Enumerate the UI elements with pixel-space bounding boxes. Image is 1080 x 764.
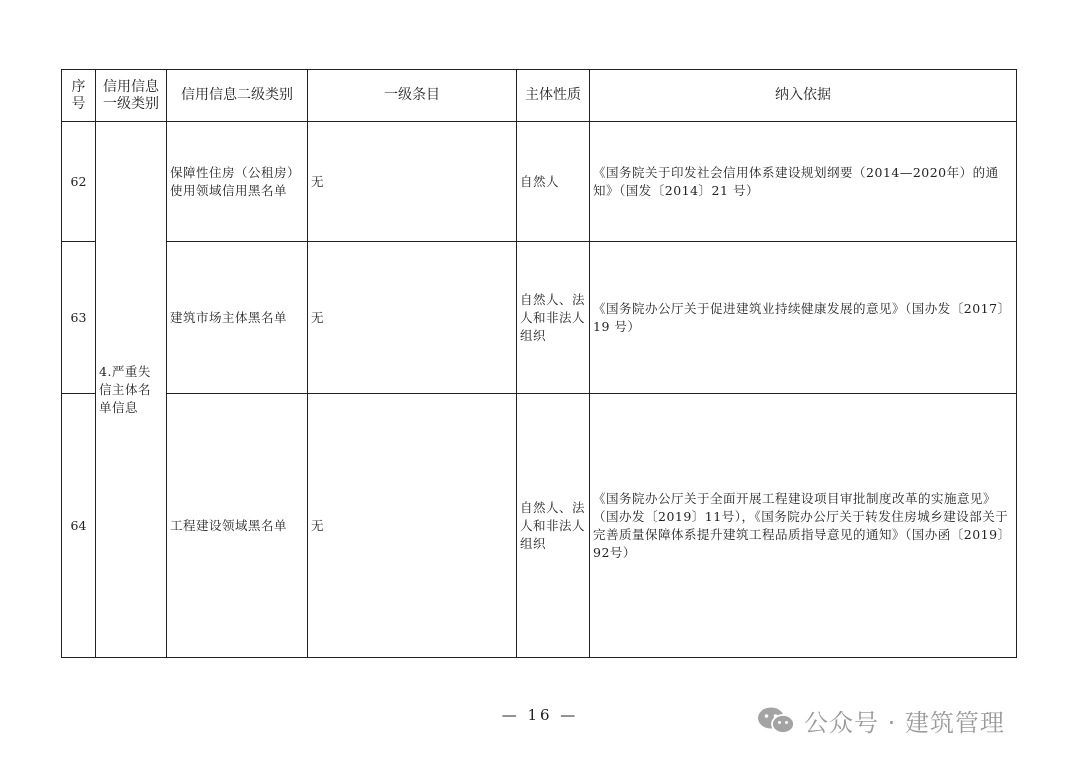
row-item: 无 [308,122,517,242]
row-seq: 63 [62,242,96,394]
table-header-row [62,70,1017,122]
header-seq: 序 号 [62,70,96,122]
row-subject: 自然人、法人和非法人组织 [517,242,590,394]
header-level2-category: 信用信息二级类别 [167,70,308,122]
row-seq: 64 [62,394,96,658]
row-level2: 工程建设领域黑名单 [167,394,308,658]
row-subject: 自然人、法人和非法人组织 [517,394,590,658]
row-level2: 建筑市场主体黑名单 [167,242,308,394]
table-row [62,122,1017,242]
page-number: — 16 — [501,706,579,724]
header-subject-type: 主体性质 [517,70,590,122]
row-subject: 自然人 [517,122,590,242]
row-basis: 《国务院办公厅关于促进建筑业持续健康发展的意见》（国办发〔2017〕19 号） [590,242,1017,394]
wechat-icon [756,705,796,735]
row-item: 无 [308,242,517,394]
header-basis: 纳入依据 [590,70,1017,122]
row-basis: 《国务院办公厅关于全面开展工程建设项目审批制度改革的实施意见》（国办发〔2019〕11号），《国务院办公厅关于转发住房城乡建设部关于完善质量保障体系提升建筑工程品质指导意见的通知》（国办函〔2019〕92号） [590,394,1017,658]
header-level1-category: 信用信息 一级类别 [96,70,167,122]
header-first-item: 一级条目 [308,70,517,122]
table-row [62,394,1017,658]
credit-info-table [61,69,1017,658]
row-seq: 62 [62,122,96,242]
row-level2: 保障性住房（公租房）使用领域信用黑名单 [167,122,308,242]
watermark [756,702,1005,738]
level1-category-text: 4.严重失信主体名单信息 [99,363,152,415]
row-item: 无 [308,394,517,658]
watermark-text: 公众号 · 建筑管理 [804,708,1005,737]
row-basis: 《国务院关于印发社会信用体系建设规划纲要（2014—2020年）的通知》（国发〔2014〕21 号） [590,122,1017,242]
level1-category-cell [96,122,167,658]
table-row [62,242,1017,394]
